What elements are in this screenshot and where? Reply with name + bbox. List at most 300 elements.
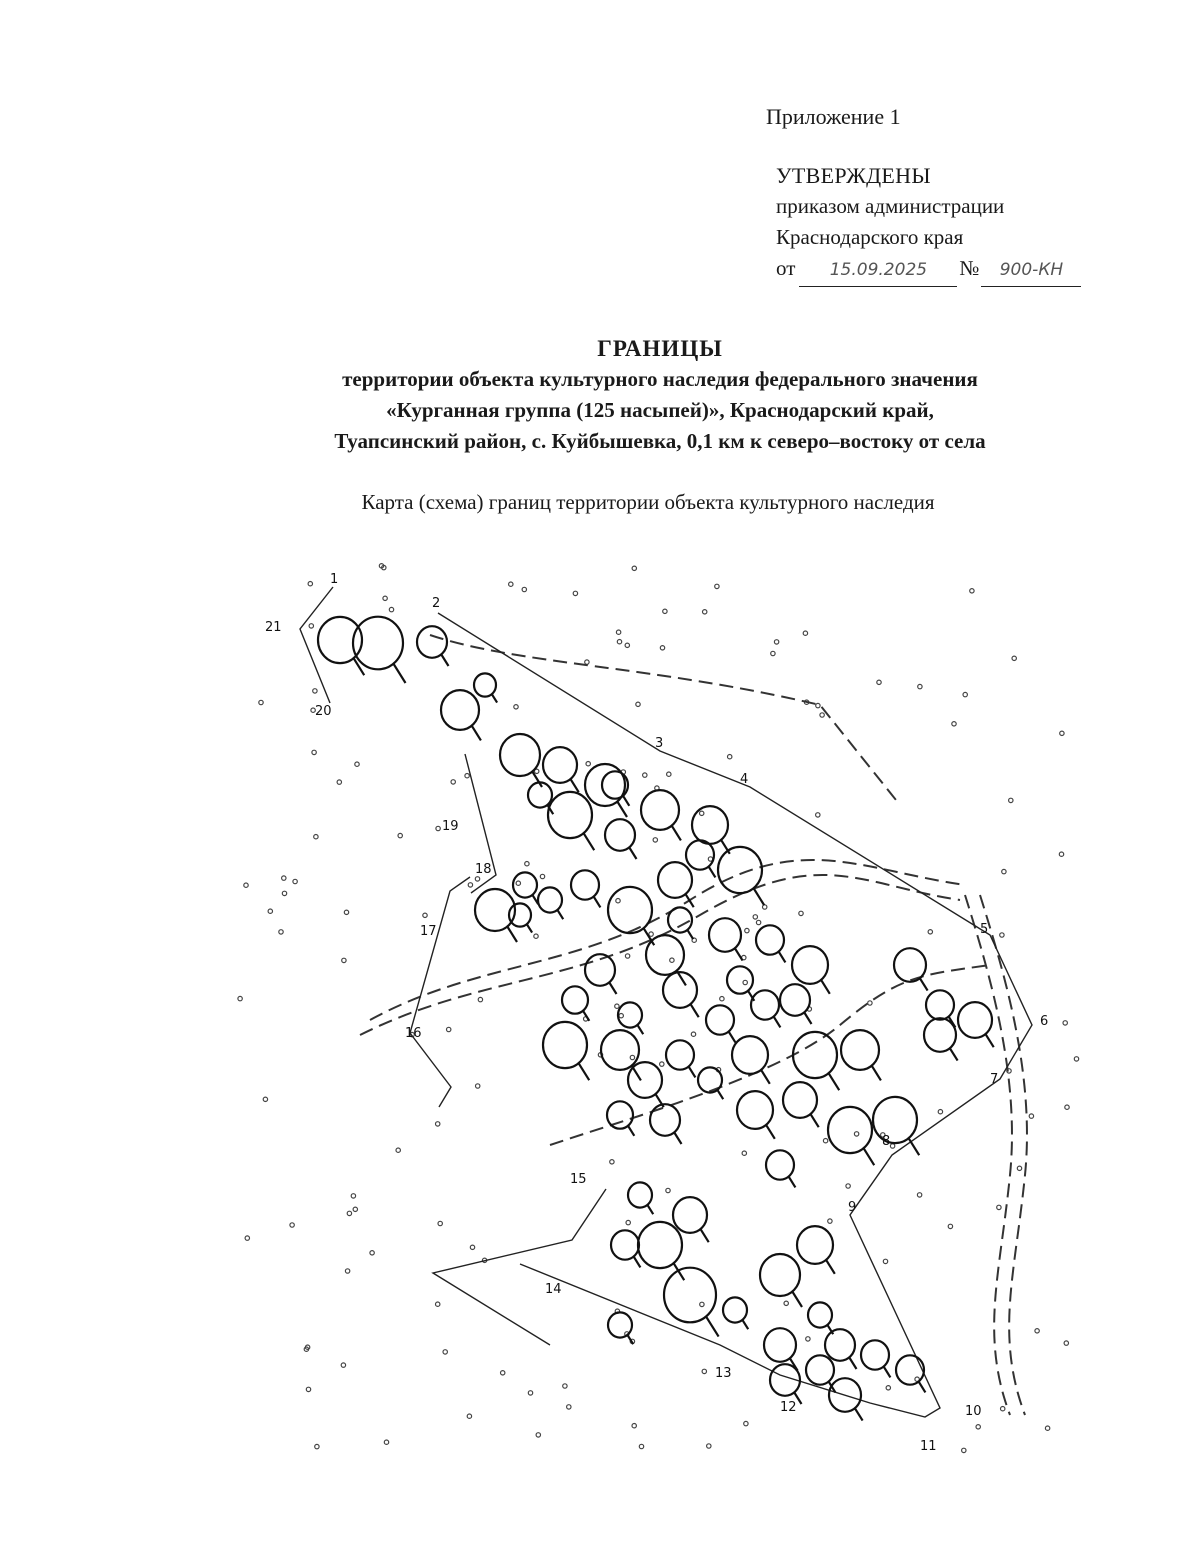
mound-leader: [628, 1125, 635, 1135]
survey-dot: [396, 1148, 400, 1152]
survey-dot: [536, 1433, 540, 1437]
survey-dot: [667, 772, 671, 776]
survey-dot: [398, 833, 402, 837]
mound-outline: [732, 1036, 768, 1074]
survey-dot: [1002, 869, 1006, 873]
survey-dot: [351, 1194, 355, 1198]
survey-dot: [630, 1055, 634, 1059]
mound-outline: [638, 1222, 682, 1268]
mound-leader: [810, 1114, 819, 1128]
survey-dot: [337, 780, 341, 784]
survey-dot: [345, 1269, 349, 1273]
survey-dot: [1000, 933, 1004, 937]
mound-outline: [611, 1230, 639, 1259]
survey-dot: [643, 773, 647, 777]
survey-dot: [938, 1110, 942, 1114]
mound-outline: [543, 747, 577, 783]
survey-dot: [470, 1245, 474, 1249]
mound-leader: [633, 1256, 640, 1267]
survey-dot: [355, 762, 359, 766]
survey-dot: [1029, 1114, 1033, 1118]
mound-leader: [863, 1148, 874, 1166]
survey-dot: [917, 1193, 921, 1197]
mound-leader: [617, 801, 627, 817]
mound-outline: [825, 1329, 855, 1361]
survey-dot: [703, 610, 707, 614]
survey-dot: [625, 954, 629, 958]
survey-dot: [1009, 798, 1013, 802]
mound-outline: [709, 918, 741, 952]
mound-outline: [806, 1355, 834, 1384]
mound-outline: [528, 782, 552, 807]
mound-outline: [723, 1297, 747, 1322]
survey-dot: [619, 1014, 623, 1018]
survey-dot: [1012, 656, 1016, 660]
mound-outline: [841, 1030, 879, 1070]
mound-leader: [871, 1065, 881, 1080]
mound-outline: [686, 840, 714, 869]
boundary-point-label: 11: [920, 1439, 937, 1454]
mound-leader: [690, 1004, 699, 1018]
mound-outline: [780, 984, 810, 1016]
mound-leader: [728, 1031, 735, 1042]
survey-dot: [639, 1444, 643, 1448]
title-main: ГРАНИЦЫ: [597, 336, 723, 361]
boundary-point-label: 13: [715, 1366, 732, 1381]
survey-dot: [468, 883, 472, 887]
survey-dot: [436, 826, 440, 830]
survey-dot: [475, 877, 479, 881]
survey-dot: [244, 883, 248, 887]
survey-dot: [501, 1371, 505, 1375]
survey-dot: [534, 934, 538, 938]
survey-dot: [617, 640, 621, 644]
mound-leader: [570, 779, 579, 793]
appendix-label: Приложение 1: [766, 104, 901, 129]
mound-leader: [766, 1124, 775, 1138]
survey-dot: [820, 713, 824, 717]
mound-leader: [826, 1259, 835, 1273]
survey-dot: [803, 631, 807, 635]
survey-dot: [963, 692, 967, 696]
survey-dot: [563, 1384, 567, 1388]
mound-leader: [985, 1034, 994, 1048]
mound-leader: [393, 663, 406, 683]
survey-dot: [715, 584, 719, 588]
mound-outline: [797, 1226, 833, 1264]
boundary-point-label: 2: [432, 596, 441, 611]
boundary-point-label: 14: [545, 1282, 562, 1297]
boundary-point-label: 5: [980, 922, 989, 937]
survey-dot: [315, 1444, 319, 1448]
mound-outline: [894, 948, 926, 982]
scatter-dots: [238, 564, 1079, 1453]
survey-dot: [952, 722, 956, 726]
survey-dot: [883, 1259, 887, 1263]
survey-dot: [616, 630, 620, 634]
mound-outline: [760, 1254, 800, 1296]
survey-dot: [344, 910, 348, 914]
mound-outline: [658, 862, 692, 898]
survey-dot: [700, 1302, 704, 1306]
title-line-3: Туапсинский район, с. Куйбышевка, 0,1 км к северо–востоку от села: [334, 429, 986, 453]
mound-leader: [623, 795, 630, 805]
mound-outline: [605, 819, 635, 851]
survey-dot: [290, 1223, 294, 1227]
mound-outline: [698, 1067, 722, 1092]
mound-outline: [474, 673, 496, 696]
boundary-point-label: 10: [965, 1404, 982, 1419]
mound-outline: [608, 887, 652, 933]
title-line-1: территории объекта культурного наследия федерального значения: [342, 367, 978, 391]
survey-dot: [282, 876, 286, 880]
mound-leader: [671, 825, 681, 840]
approved-heading: УТВЕРЖДЕНЫ: [776, 163, 931, 188]
survey-dot: [476, 1084, 480, 1088]
mound-leader: [708, 866, 715, 877]
order-date: 15.09.2025: [799, 255, 957, 287]
survey-dot: [313, 689, 317, 693]
mound-outline: [783, 1082, 817, 1118]
mound-outline: [601, 1030, 639, 1070]
survey-dot: [886, 1386, 890, 1390]
survey-dot: [447, 1027, 451, 1031]
survey-dot: [774, 640, 778, 644]
survey-dot: [384, 1440, 388, 1444]
mound-leader: [828, 1073, 839, 1091]
mound-leader: [735, 948, 743, 961]
survey-dot: [666, 1188, 670, 1192]
mound-outline: [896, 1355, 924, 1384]
mound-outline: [873, 1097, 917, 1143]
survey-dot: [976, 1425, 980, 1429]
mound-outline: [500, 734, 540, 776]
mound-outline: [353, 617, 403, 670]
survey-dot: [353, 1207, 357, 1211]
survey-dot: [928, 930, 932, 934]
mound-leader: [792, 1291, 802, 1307]
mound-outline: [727, 966, 753, 993]
mound-leader: [507, 926, 517, 942]
mound-outline: [509, 903, 531, 926]
boundary-point-label: 8: [882, 1134, 891, 1149]
survey-dot: [877, 680, 881, 684]
survey-dot: [567, 1405, 571, 1409]
mound-outline: [646, 935, 684, 975]
mound-outline: [664, 1268, 716, 1323]
mound-outline: [764, 1328, 796, 1362]
boundary-point-label: 9: [848, 1200, 857, 1215]
boundary-point-label: 19: [442, 819, 459, 834]
boundary-point-label: 1: [330, 572, 339, 587]
mound-leader: [700, 1229, 709, 1243]
survey-dot: [707, 1444, 711, 1448]
mound-outline: [828, 1107, 872, 1153]
survey-dot: [540, 874, 544, 878]
survey-dot: [573, 591, 577, 595]
survey-dot: [653, 838, 657, 842]
mound-outline: [792, 946, 828, 984]
survey-dot: [1074, 1057, 1078, 1061]
mound-outline: [861, 1340, 889, 1369]
mound-outline: [808, 1302, 832, 1327]
boundary-point-label: 16: [405, 1026, 422, 1041]
survey-dot: [702, 1369, 706, 1373]
mound-outline: [641, 790, 679, 830]
mound-leader: [778, 951, 785, 962]
survey-dot: [728, 755, 732, 759]
mound-leader: [609, 982, 617, 994]
survey-dot: [745, 928, 749, 932]
mound-outline: [417, 626, 447, 658]
approval-stamp: [776, 160, 1081, 287]
survey-dot: [997, 1205, 1001, 1209]
mound-leader: [883, 1366, 890, 1377]
mound-outline: [924, 1018, 956, 1052]
survey-dot: [423, 913, 427, 917]
survey-dot: [616, 899, 620, 903]
mound-leader: [441, 654, 449, 666]
mound-outline: [706, 1005, 734, 1034]
survey-dot: [309, 624, 313, 628]
mound-outline: [926, 990, 954, 1019]
survey-dot: [342, 958, 346, 962]
survey-dot: [1065, 1105, 1069, 1109]
survey-dot: [268, 909, 272, 913]
mound-leader: [471, 725, 481, 740]
mound-outline: [756, 925, 784, 954]
survey-dot: [1063, 1021, 1067, 1025]
survey-dot: [743, 980, 747, 984]
mound-outline: [543, 1022, 587, 1068]
survey-dot: [632, 1424, 636, 1428]
survey-dot: [799, 911, 803, 915]
survey-dot: [436, 1122, 440, 1126]
mound-outline: [585, 764, 625, 806]
mound-outline: [548, 792, 592, 838]
boundary-point-label: 12: [780, 1400, 797, 1415]
survey-dot: [259, 700, 263, 704]
mound-leader: [637, 1025, 643, 1035]
survey-dot: [436, 1302, 440, 1306]
survey-dot: [816, 813, 820, 817]
survey-dot: [467, 1414, 471, 1418]
mound-leader: [706, 1316, 719, 1337]
survey-dot: [525, 862, 529, 866]
survey-dot: [663, 609, 667, 613]
survey-dot: [753, 915, 757, 919]
mound-outline: [538, 887, 562, 912]
survey-dot: [478, 997, 482, 1001]
order-number: 900-КН: [981, 255, 1081, 287]
survey-dot: [245, 1236, 249, 1240]
survey-dot: [389, 607, 393, 611]
mound-outline: [650, 1104, 680, 1136]
survey-dot: [720, 997, 724, 1001]
mound-leader: [717, 1090, 723, 1100]
order-line: приказом администрации: [776, 194, 1005, 218]
survey-dot: [586, 762, 590, 766]
survey-dot: [1017, 1166, 1021, 1170]
mound-leader: [950, 1048, 958, 1061]
boundary-point-label: 6: [1040, 1014, 1049, 1029]
mound-leader: [918, 1381, 925, 1392]
survey-dot: [784, 1301, 788, 1305]
survey-dot: [263, 1097, 267, 1101]
survey-dot: [771, 651, 775, 655]
survey-dot: [962, 1448, 966, 1452]
survey-dot: [828, 1219, 832, 1223]
boundary-point-label: 7: [990, 1072, 999, 1087]
mound-leader: [821, 979, 830, 993]
survey-dot: [691, 1032, 695, 1036]
mound-leader: [773, 1016, 780, 1027]
mound-leader: [855, 1408, 863, 1421]
boundary-point-label: 4: [740, 772, 749, 787]
survey-dot: [465, 774, 469, 778]
survey-dot: [1059, 852, 1063, 856]
survey-dot: [660, 646, 664, 650]
survey-dot: [890, 1144, 894, 1148]
mound-outline: [441, 690, 479, 730]
mound-leader: [804, 1012, 812, 1024]
survey-dot: [306, 1387, 310, 1391]
map-subtitle: Карта (схема) границ территории объекта культурного наследия: [361, 490, 935, 514]
mound-outline: [608, 1312, 632, 1337]
survey-dot: [742, 1151, 746, 1155]
survey-dot: [451, 780, 455, 784]
boundary-point-label: 15: [570, 1172, 587, 1187]
mound-leader: [629, 847, 637, 859]
survey-dot: [948, 1224, 952, 1228]
survey-dot: [279, 930, 283, 934]
survey-dot: [918, 684, 922, 688]
survey-dot: [625, 643, 629, 647]
survey-dot: [585, 660, 589, 664]
mound-leader: [788, 1176, 795, 1187]
mound-leader: [742, 1320, 748, 1330]
mound-leader: [557, 910, 563, 920]
survey-dot: [514, 705, 518, 709]
survey-dot: [868, 1001, 872, 1005]
mound-leader: [849, 1357, 857, 1369]
mound-leader: [593, 896, 600, 907]
boundary-map: [220, 555, 1120, 1475]
mound-outline: [751, 990, 779, 1019]
boundary-point-label: 17: [420, 924, 437, 939]
mound-leader: [527, 924, 533, 933]
survey-dot: [660, 1062, 664, 1066]
survey-dot: [347, 1211, 351, 1215]
survey-dot: [443, 1350, 447, 1354]
mound-leader: [674, 1132, 682, 1144]
survey-dot: [744, 1421, 748, 1425]
mound-outline: [668, 907, 692, 932]
mound-leader: [492, 694, 498, 703]
survey-dot: [314, 835, 318, 839]
survey-dot: [528, 1391, 532, 1395]
mound-outline: [793, 1032, 837, 1078]
mound-leader: [753, 888, 764, 906]
survey-dot: [615, 1004, 619, 1008]
survey-dot: [700, 811, 704, 815]
boundary-point-label: 18: [475, 862, 492, 877]
boundary-point-label: 20: [315, 704, 332, 719]
title-line-2: «Курганная группа (125 насыпей)», Краснодарский край,: [386, 398, 934, 422]
mound-outline: [666, 1040, 694, 1069]
mound-outline: [958, 1002, 992, 1038]
mound-outline: [618, 1002, 642, 1027]
survey-dot: [308, 582, 312, 586]
survey-dot: [341, 1363, 345, 1367]
survey-dot: [610, 1160, 614, 1164]
survey-dot: [970, 589, 974, 593]
mound-outline: [718, 847, 762, 893]
date-number-line: [776, 253, 1081, 287]
mound-outline: [562, 986, 588, 1013]
survey-dot: [806, 1337, 810, 1341]
boundary-point-label: 21: [265, 620, 282, 635]
survey-dot: [632, 566, 636, 570]
number-prefix: №: [959, 256, 980, 280]
date-prefix: от: [776, 256, 796, 280]
survey-dot: [854, 1132, 858, 1136]
survey-dot: [649, 932, 653, 936]
survey-dot: [282, 891, 286, 895]
survey-dot: [1045, 1426, 1049, 1430]
survey-dot: [370, 1251, 374, 1255]
survey-dot: [626, 1220, 630, 1224]
mound-leader: [688, 1066, 695, 1077]
document-title: [0, 336, 1200, 457]
mound-leader: [920, 978, 928, 991]
mound-leader: [578, 1063, 589, 1081]
mound-leader: [761, 1069, 770, 1083]
boundary-point-label: 3: [655, 736, 664, 751]
mound-outline: [737, 1091, 773, 1129]
survey-dot: [509, 582, 513, 586]
survey-dot: [846, 1184, 850, 1188]
mound-outline: [692, 806, 728, 844]
mound-leader: [687, 930, 693, 940]
point-labels: [265, 572, 1048, 1454]
survey-dot: [1060, 731, 1064, 735]
survey-dot: [823, 1139, 827, 1143]
mound-leader: [583, 833, 594, 851]
mound-outline: [607, 1101, 633, 1128]
survey-dot: [670, 958, 674, 962]
survey-dot: [522, 587, 526, 591]
survey-dot: [1001, 1407, 1005, 1411]
survey-dot: [816, 703, 820, 707]
survey-dot: [383, 596, 387, 600]
survey-dot: [438, 1221, 442, 1225]
survey-dot: [636, 702, 640, 706]
mound-outline: [766, 1150, 794, 1179]
survey-dot: [1035, 1329, 1039, 1333]
mound-outline: [571, 870, 599, 899]
mound-outline: [628, 1182, 652, 1207]
mound-leader: [647, 1205, 653, 1215]
survey-dot: [238, 996, 242, 1000]
mound-outline: [673, 1197, 707, 1233]
survey-dot: [756, 920, 760, 924]
survey-dot: [312, 750, 316, 754]
authority-line: Краснодарского края: [776, 225, 964, 249]
survey-dot: [293, 879, 297, 883]
survey-dot: [1064, 1341, 1068, 1345]
survey-dot: [516, 881, 520, 885]
